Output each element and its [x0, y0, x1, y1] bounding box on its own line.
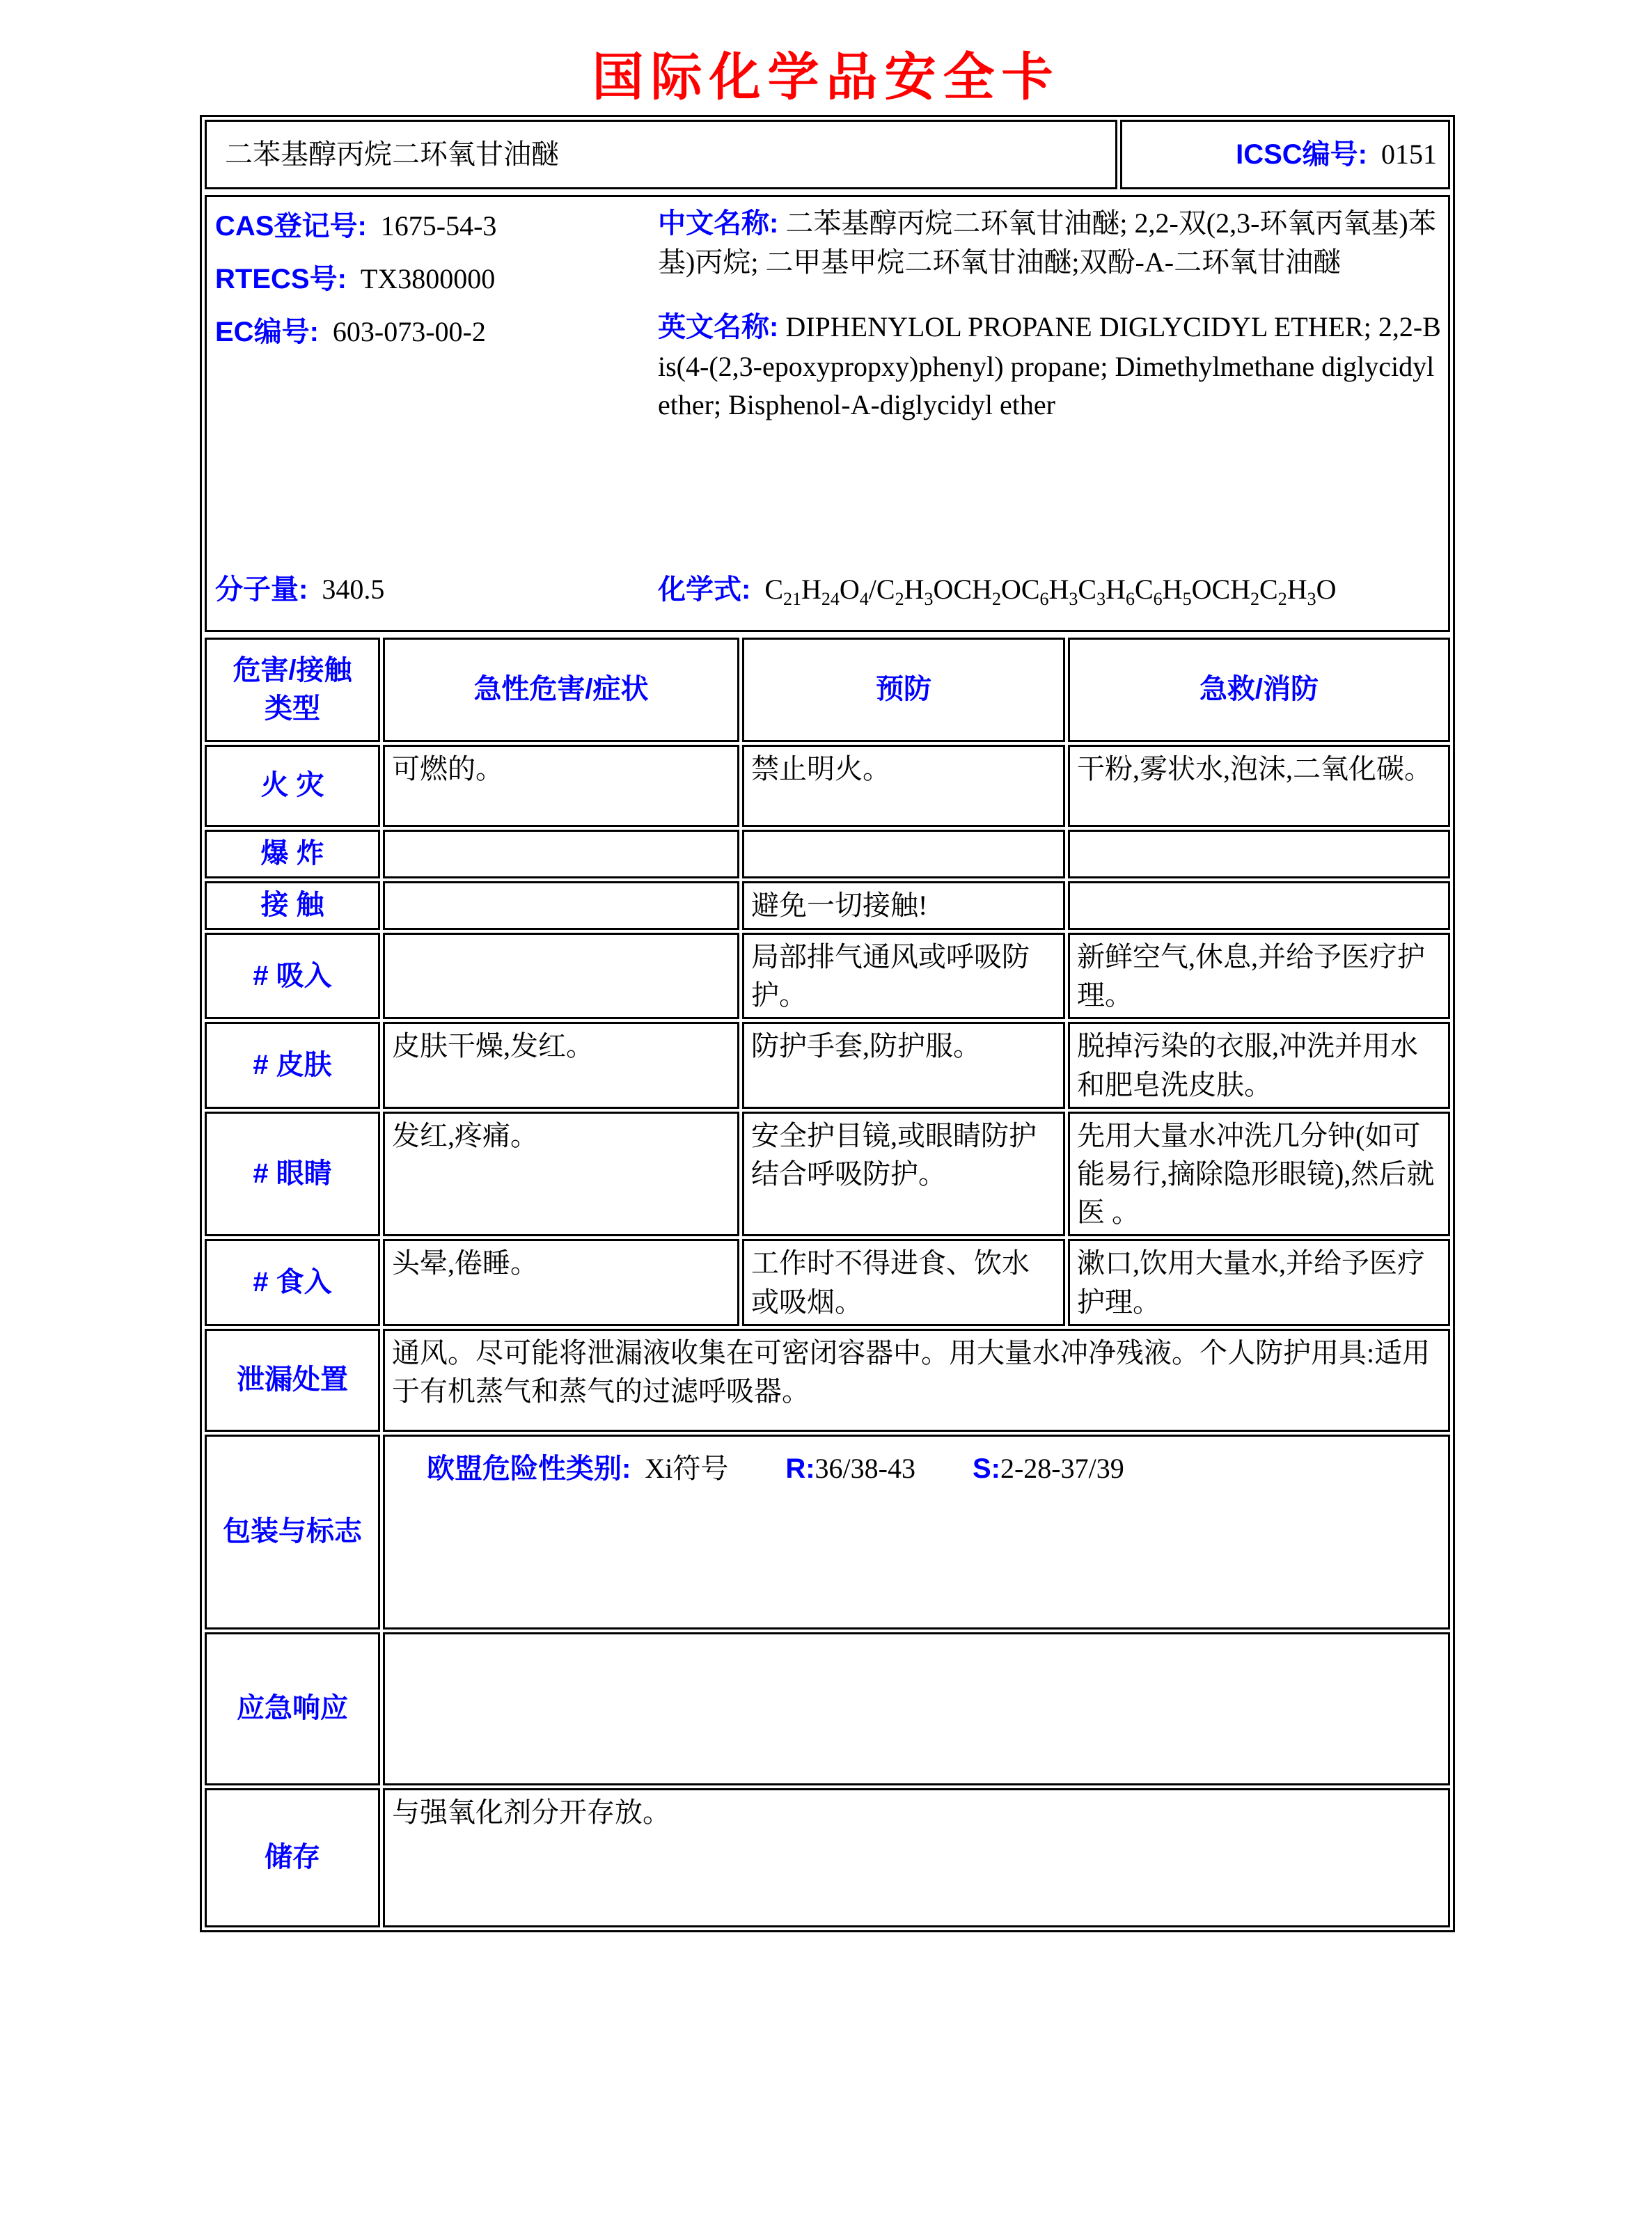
row-packaging-label: 包装与标志 — [205, 1435, 380, 1630]
row-fire-firstaid: 干粉,雾状水,泡沫,二氧化碳。 — [1068, 745, 1450, 827]
row-ingestion-symptoms: 头晕,倦睡。 — [383, 1239, 739, 1325]
ec-label: EC编号: — [215, 317, 319, 348]
row-inhalation — [205, 933, 1450, 1019]
row-emergency-content — [383, 1632, 1450, 1785]
ec-line — [215, 313, 650, 352]
en-name-value: DIPHENYLOL PROPANE DIGLYCIDYL ETHER; 2,2-Bis(4-(2,3-epoxypropxy)phenyl) propane; Dimethylmethane diglycidyl ether; Bisphenol-A-diglycidyl ether — [658, 311, 1441, 420]
mw-formula-line — [215, 570, 1441, 612]
registry-numbers — [215, 207, 650, 366]
row-inhalation-label: # 吸入 — [205, 933, 380, 1019]
row-inhalation-firstaid: 新鲜空气,休息,并给予医疗护理。 — [1068, 933, 1450, 1019]
rtecs-line — [215, 260, 650, 299]
row-fire-symptoms: 可燃的。 — [383, 745, 739, 827]
s-phrases: S:2-28-37/39 — [972, 1452, 1124, 1484]
hazards-table — [202, 635, 1453, 1930]
card-header-section — [202, 117, 1453, 192]
row-inhalation-prevention: 局部排气通风或呼吸防护。 — [742, 933, 1065, 1019]
row-ingestion-prevention: 工作时不得进食、饮水或吸烟。 — [742, 1239, 1065, 1325]
cas-line — [215, 207, 650, 246]
row-storage-label: 储存 — [205, 1788, 380, 1927]
formula-label: 化学式: — [658, 574, 751, 606]
row-storage — [205, 1788, 1450, 1927]
row-skin-prevention: 防护手套,防护服。 — [742, 1022, 1065, 1108]
rtecs-label: RTECS号: — [215, 264, 347, 295]
row-spill-content: 通风。尽可能将泄漏液收集在可密闭容器中。用大量水冲净残液。个人防护用具:适用于有机蒸气和蒸气的过滤呼吸器。 — [383, 1329, 1450, 1432]
eu-class-label: 欧盟危险性类别: — [427, 1453, 631, 1484]
page-title: 国际化学品安全卡 — [592, 48, 1060, 106]
chemical-names — [658, 204, 1441, 450]
ec-value: 603-073-00-2 — [332, 316, 486, 348]
icsc-label: ICSC编号: — [1236, 139, 1367, 170]
row-explosion-prevention — [742, 830, 1065, 878]
identity-cell — [205, 195, 1450, 632]
row-explosion — [205, 830, 1450, 878]
header-acute-symptoms: 急性危害/症状 — [383, 638, 739, 742]
rtecs-value: TX3800000 — [360, 263, 496, 295]
row-packaging-labelling — [205, 1435, 1450, 1630]
row-contact-prevention: 避免一切接触! — [742, 881, 1065, 930]
hazards-header-row — [205, 638, 1450, 742]
molecular-weight — [215, 570, 658, 612]
row-spill-disposal — [205, 1329, 1450, 1432]
row-explosion-symptoms — [383, 830, 739, 878]
row-inhalation-symptoms — [383, 933, 739, 1019]
row-ingestion-label: # 食入 — [205, 1239, 380, 1325]
header-hazard-type: 危害/接触 类型 — [205, 638, 380, 742]
chemical-name: 二苯基醇丙烷二环氧甘油醚 — [225, 139, 559, 171]
row-eyes-firstaid: 先用大量水冲洗几分钟(如可能易行,摘除隐形眼镜),然后就医 。 — [1068, 1112, 1450, 1237]
eu-symbol: Xi符号 — [645, 1452, 729, 1484]
chinese-name-paragraph — [658, 204, 1441, 281]
row-skin — [205, 1022, 1450, 1108]
row-spill-label: 泄漏处置 — [205, 1329, 380, 1432]
identity-section — [202, 192, 1453, 635]
row-contact — [205, 881, 1450, 930]
row-eyes-symptoms: 发红,疼痛。 — [383, 1112, 739, 1237]
row-explosion-firstaid — [1068, 830, 1450, 878]
formula-value: $C_{21}H_{24}O_4/C_2H_3OCH_2OC_6H_3C_3H_6C_6H_5OCH_2C_2H_3O$ — [764, 574, 1337, 610]
row-eyes-prevention: 安全护目镜,或眼睛防护结合呼吸防护。 — [742, 1112, 1065, 1237]
row-contact-symptoms — [383, 881, 739, 930]
row-skin-label: # 皮肤 — [205, 1022, 380, 1108]
row-storage-content: 与强氧化剂分开存放。 — [383, 1788, 1450, 1927]
eu-classification-line — [392, 1439, 1441, 1488]
row-explosion-label: 爆 炸 — [205, 830, 380, 878]
row-ingestion — [205, 1239, 1450, 1325]
r-phrases: R:36/38-43 — [785, 1452, 915, 1484]
row-eyes-label: # 眼睛 — [205, 1112, 380, 1237]
chemical-name-cell — [205, 120, 1117, 189]
cas-value: 1675-54-3 — [380, 210, 497, 242]
row-skin-symptoms: 皮肤干燥,发红。 — [383, 1022, 739, 1108]
row-fire — [205, 745, 1450, 827]
en-name-label: 英文名称: — [658, 312, 779, 343]
mw-label: 分子量: — [215, 574, 308, 606]
row-contact-label: 接 触 — [205, 881, 380, 930]
chemical-formula — [658, 570, 1441, 612]
icsc-number-cell — [1120, 120, 1450, 189]
english-name-paragraph — [658, 308, 1441, 424]
row-fire-prevention: 禁止明火。 — [742, 745, 1065, 827]
row-fire-label: 火 灾 — [205, 745, 380, 827]
cn-name-value: 二苯基醇丙烷二环氧甘油醚; 2,2-双(2,3-环氧丙氧基)苯基)丙烷; 二甲基甲烷二环氧甘油醚;双酚-A-二环氧甘油醚 — [658, 207, 1436, 278]
row-ingestion-firstaid: 漱口,饮用大量水,并给予医疗护理。 — [1068, 1239, 1450, 1325]
cn-name-label: 中文名称: — [658, 208, 779, 239]
row-skin-firstaid: 脱掉污染的衣服,冲洗并用水和肥皂洗皮肤。 — [1068, 1022, 1450, 1108]
row-contact-firstaid — [1068, 881, 1450, 930]
row-eyes — [205, 1112, 1450, 1237]
header-prevention: 预防 — [742, 638, 1065, 742]
row-packaging-content — [383, 1435, 1450, 1630]
icsc-number: 0151 — [1381, 138, 1437, 170]
safety-card-table — [200, 115, 1455, 1932]
row-emergency-label: 应急响应 — [205, 1632, 380, 1785]
header-firstaid: 急救/消防 — [1068, 638, 1450, 742]
cas-label: CAS登记号: — [215, 211, 367, 242]
mw-value: 340.5 — [322, 574, 385, 606]
row-emergency-response — [205, 1632, 1450, 1785]
